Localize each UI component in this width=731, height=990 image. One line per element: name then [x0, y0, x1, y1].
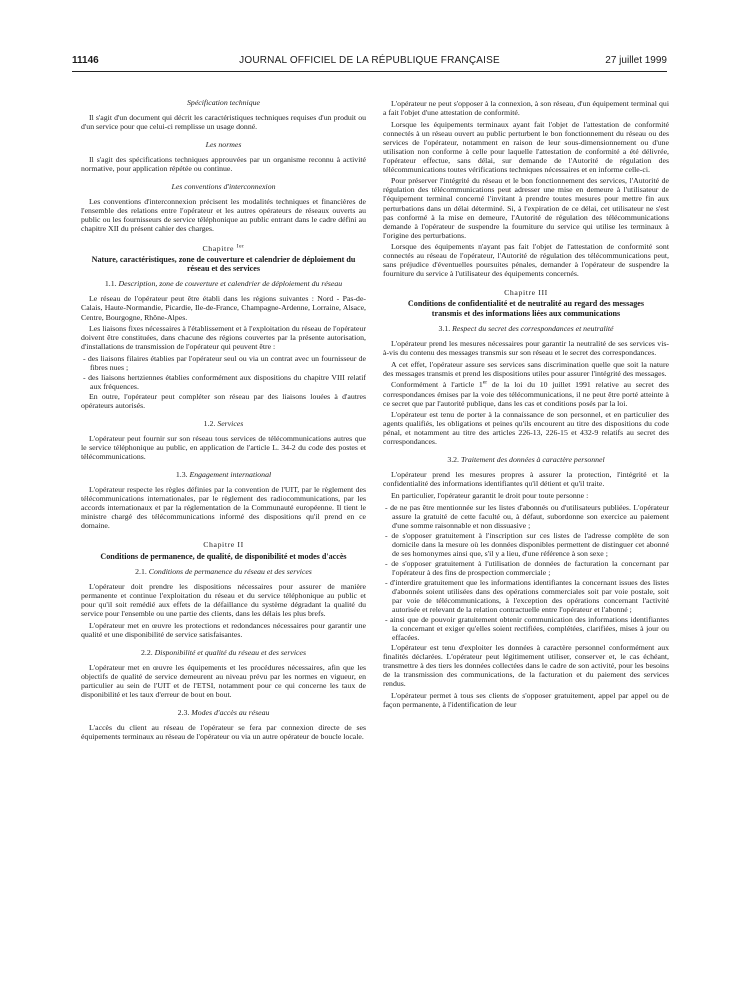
- paragraph: L'opérateur met en œuvre les protections et redondances nécessaires pour garantir une qualité et une disponibilité de service satisfaisantes.: [81, 620, 366, 639]
- section-title: Description, zone de couverture et calendrier de déploiement du réseau: [118, 279, 343, 289]
- chapter-1-heading: [81, 244, 366, 253]
- chapter-2-title: Conditions de permanence, de qualité, de disponibilité et modes d'accès: [100, 551, 347, 561]
- chapter-1-title: Nature, caractéristiques, zone de couverture et calendrier de déploiement du réseau et des services: [91, 254, 356, 273]
- paragraph: L'accès du client au réseau de l'opérateur se fera par connexion directe de ses équipements terminaux au réseau de l'opérateur ou via un autre opérateur de boucle locale.: [81, 723, 366, 742]
- section-title: Services: [217, 418, 244, 428]
- section-title: Modes d'accès au réseau: [191, 707, 270, 717]
- section-2-3-title: [81, 708, 366, 717]
- section-number: 3.2.: [447, 455, 460, 465]
- list-item: - de ne pas être mentionnée sur les listes d'abonnés ou d'utilisateurs publiées. L'opérateur assure la gratuité de cette faculté ou, à défaut, subordonne son exercice au paiement d'une somme raisonnable et non dissuasive ;: [385, 502, 669, 530]
- page-number: 11146: [72, 55, 99, 66]
- section-number: 2.2.: [140, 647, 153, 657]
- section-number: 3.1.: [438, 324, 451, 334]
- subtitle-conventions: Les conventions d'interconnexion: [171, 182, 276, 192]
- header-rule: [72, 71, 667, 72]
- page-header: [72, 55, 667, 71]
- section-number: 1.3.: [175, 470, 188, 480]
- section-1-2-title: [81, 419, 366, 428]
- paragraph: Il s'agit d'un document qui décrit les caractéristiques techniques requises d'un produit ou d'un service pour que celui-ci remplisse un usage donné.: [81, 113, 366, 132]
- section-title: Traitement des données à caractère personnel: [460, 455, 605, 465]
- paragraph: L'opérateur peut fournir sur son réseau tous services de télécommunications autres que le service téléphonique au public, en application de l'article L. 34-2 du code des postes et télécommunications.: [81, 434, 366, 462]
- journal-title: JOURNAL OFFICIEL DE LA RÉPUBLIQUE FRANÇAISE: [239, 55, 500, 66]
- paragraph: L'opérateur prend les mesures nécessaires pour garantir la neutralité de ses services vis-à-vis du contenu des messages transmis sur son réseau et le secret des correspondances.: [383, 339, 669, 358]
- section-number: 2.3.: [177, 707, 190, 717]
- chapter-number: Ier: [236, 242, 245, 249]
- paragraph: Le réseau de l'opérateur peut être établi dans les régions suivantes : Nord - Pas-de-Calais, Haute-Normandie, Picardie, Ile-de-France, Champagne-Ardenne, Lorraine, Alsace, Centre, Bourgogne, Rhône-Alpes.: [81, 294, 366, 322]
- left-column: [81, 98, 366, 744]
- list-item: - d'interdire gratuitement que les informations identifiantes la concernant issues des listes d'abonnés soient utilisées dans des opérations commerciales soit par voie postale, soit par voie de télécommunications, à l'exception des opérations concernant l'activité autorisée et relevant de la relation contractuelle entre l'opérateur et l'abonné ;: [385, 577, 669, 615]
- superscript: er: [482, 379, 488, 386]
- text-run: Conformément à l'article 1: [391, 380, 483, 390]
- paragraph: L'opérateur est tenu de porter à la connaissance de son personnel, et en particulier des agents qualifiés, les obligations et peines qu'ils encourent au titre des dispositions du code pénal, et notamment au titre des articles 226-13, 226-15 et 432-9 relatifs au secret des correspondances.: [383, 410, 669, 447]
- paragraph: En particulier, l'opérateur garantit le droit pour toute personne :: [391, 490, 589, 500]
- chapter-3-title: Conditions de confidentialité et de neutralité au regard des messages transmis et des informations liées aux communications: [407, 299, 645, 318]
- section-1-3-title: [81, 470, 366, 479]
- section-number: 1.1.: [104, 279, 117, 289]
- list-item: - ainsi que de pouvoir gratuitement obtenir communication des informations identifiantes la concernant et exiger qu'elles soient rectifiées, complétées, clarifiées, mises à jour ou effacées.: [385, 615, 669, 643]
- chapter-label: Chapitre: [202, 243, 235, 253]
- text-run: de la loi du 10 juillet 1991 relative au secret des correspondances émises par la voie des télécommunications, il ne peut être porté atteinte à ce secret que par l'autorité publique, dans les cas et conditions posés par la loi.: [383, 380, 669, 408]
- section-title: Respect du secret des correspondances et neutralité: [452, 324, 614, 334]
- chapter-3-heading: Chapitre III: [504, 288, 548, 298]
- paragraph: L'opérateur est tenu d'exploiter les données à caractère personnel conformément aux finalités déclarées. L'opérateur peut légitimement utiliser, conserver et, le cas échéant, transmettre à des tiers les données collectées dans le cadre de son activité, pour les besoins de la transmission des communications, de la facturation et du paiement des services rendus.: [383, 643, 669, 689]
- paragraph: En outre, l'opérateur peut compléter son réseau par des liaisons louées à d'autres opérateurs autorisés.: [81, 391, 366, 410]
- publication-date: 27 juillet 1999: [605, 55, 667, 66]
- paragraph: L'opérateur ne peut s'opposer à la connexion, à son réseau, d'un équipement terminal qui a fait l'objet d'une attestation de conformité.: [383, 99, 669, 118]
- paragraph: Il s'agit des spécifications techniques approuvées par un organisme reconnu à activité normative, pour application répétée ou continue.: [81, 155, 366, 174]
- section-number: 2.1.: [135, 566, 147, 576]
- paragraph: A cet effet, l'opérateur assure ses services sans discrimination quelle que soit la nature des messages transmis et prend les dispositions utiles pour assurer l'intégrité des messages.: [383, 359, 669, 378]
- paragraph: L'opérateur doit prendre les dispositions nécessaires pour assurer de manière permanente et continue l'exploitation du réseau et du service téléphonique au public et pour qu'il soit remédié aux effets de la défaillance du système dégradant la qualité du service pour l'ensemble ou une partie des clients, dans les délais les plus brefs.: [81, 581, 366, 619]
- subtitle-specification: Spécification technique: [187, 98, 260, 107]
- section-title: Conditions de permanence du réseau et des services: [148, 566, 312, 576]
- paragraph: [383, 380, 669, 407]
- right-column: [383, 99, 669, 712]
- section-2-1-title: [81, 567, 366, 576]
- list-item: - de s'opposer gratuitement à l'utilisation de données de facturation la concernant par l'opérateur à des fins de prospection commerciale ;: [385, 558, 669, 577]
- section-1-1-title: [81, 279, 366, 288]
- list-item: - de s'opposer gratuitement à l'inscription sur ces listes de l'adresse complète de son domicile dans la mesure où les données disponibles permettent de distinguer cet abonné de ses homonymes ainsi que, s'il y a lieu, d'une référence à son sexe ;: [385, 530, 669, 558]
- subtitle-normes: Les normes: [205, 140, 242, 150]
- list-item: - des liaisons filaires établies par l'opérateur seul ou via un contrat avec un fournisseur de fibres nues ;: [83, 353, 366, 372]
- section-title: Disponibilité et qualité du réseau et des services: [154, 647, 306, 657]
- paragraph: L'opérateur respecte les règles définies par la convention de l'UIT, par le règlement des télécommunications internationales, par le règlement des radiocommunications, par les accords internationaux et par la réglementation de la Communauté européenne. Il tient le ministre chargé des télécommunications informé des dispositions qu'il prend en ce domaine.: [81, 485, 366, 531]
- paragraph: Lorsque des équipements n'ayant pas fait l'objet de l'attestation de conformité sont connectés au réseau de l'opérateur, l'Autorité de régulation des télécommunications peut, sans préjudice d'éventuelles poursuites pénales, demander à l'opérateur de suspendre la fourniture du service à l'utilisateur des équipements concernés.: [383, 242, 669, 279]
- section-2-2-title: [81, 648, 366, 657]
- section-3-1-title: [383, 324, 669, 333]
- paragraph: L'opérateur met en œuvre les équipements et les procédures nécessaires, afin que les objectifs de qualité de service demeurent au niveau prévu par les normes en vigueur, en particulier au sein de l'UIT et de l'ETSI, notamment pour ce qui concerne les taux de disponibilité et les taux d'erreur de bout en bout.: [81, 662, 366, 699]
- paragraph: L'opérateur permet à tous ses clients de s'opposer gratuitement, appel par appel ou de façon permanente, à l'identification de leur: [383, 690, 669, 709]
- list-item: - des liaisons hertziennes établies conformément aux dispositions du chapitre VIII relatif aux fréquences.: [83, 372, 366, 391]
- paragraph: Pour préserver l'intégrité du réseau et le bon fonctionnement des services, l'Autorité de régulation des télécommunications peut adresser une mise en demeure à l'utilisateur de l'équipement terminal concerné l'invitant à prendre toutes mesures pour mettre fin aux perturbations dans un délai déterminé. Si, à l'expiration de ce délai, cet utilisateur ne s'est pas conformé à la mise en demeure, l'Autorité de régulation des télécommunications demande à l'opérateur de suspendre la fourniture du service qui utilise les terminaux à l'origine des perturbations.: [383, 176, 669, 240]
- chapter-2-heading: Chapitre II: [203, 540, 244, 550]
- paragraph: Les liaisons fixes nécessaires à l'établissement et à l'exploitation du réseau de l'opérateur doivent être constituées, dans chacune des régions couvertes par la présente autorisation, d'installations de transmission de l'opérateur qui peuvent être :: [81, 324, 366, 352]
- paragraph: L'opérateur prend les mesures propres à assurer la protection, l'intégrité et la confidentialité des informations identifiantes qu'il détient et qu'il traite.: [383, 470, 669, 489]
- paragraph: Les conventions d'interconnexion précisent les modalités techniques et financières de l'ensemble des relations entre l'opérateur et les autres opérateurs de réseaux ouverts au public ou les fournisseurs de service téléphonique au public entrant dans le cadre défini au chapitre XII du présent cahier des charges.: [81, 197, 366, 234]
- section-3-2-title: [383, 455, 669, 464]
- section-title: Engagement international: [189, 470, 272, 480]
- paragraph: Lorsque les équipements terminaux ayant fait l'objet de l'attestation de conformité connectés à un réseau ouvert au public perturbent le bon fonctionnement du réseau ou des services de l'opérateur, notamment en raison de leur sous-dimensionnement ou d'une utilisation non conforme à celle pour laquelle l'attestation de conformité a été délivrée, l'opérateur effectue, sans délai, sur demande de l'Autorité de régulation des télécommunications toutes vérifications techniques nécessaires et en informe celle-ci.: [383, 119, 669, 174]
- section-number: 1.2.: [203, 418, 216, 428]
